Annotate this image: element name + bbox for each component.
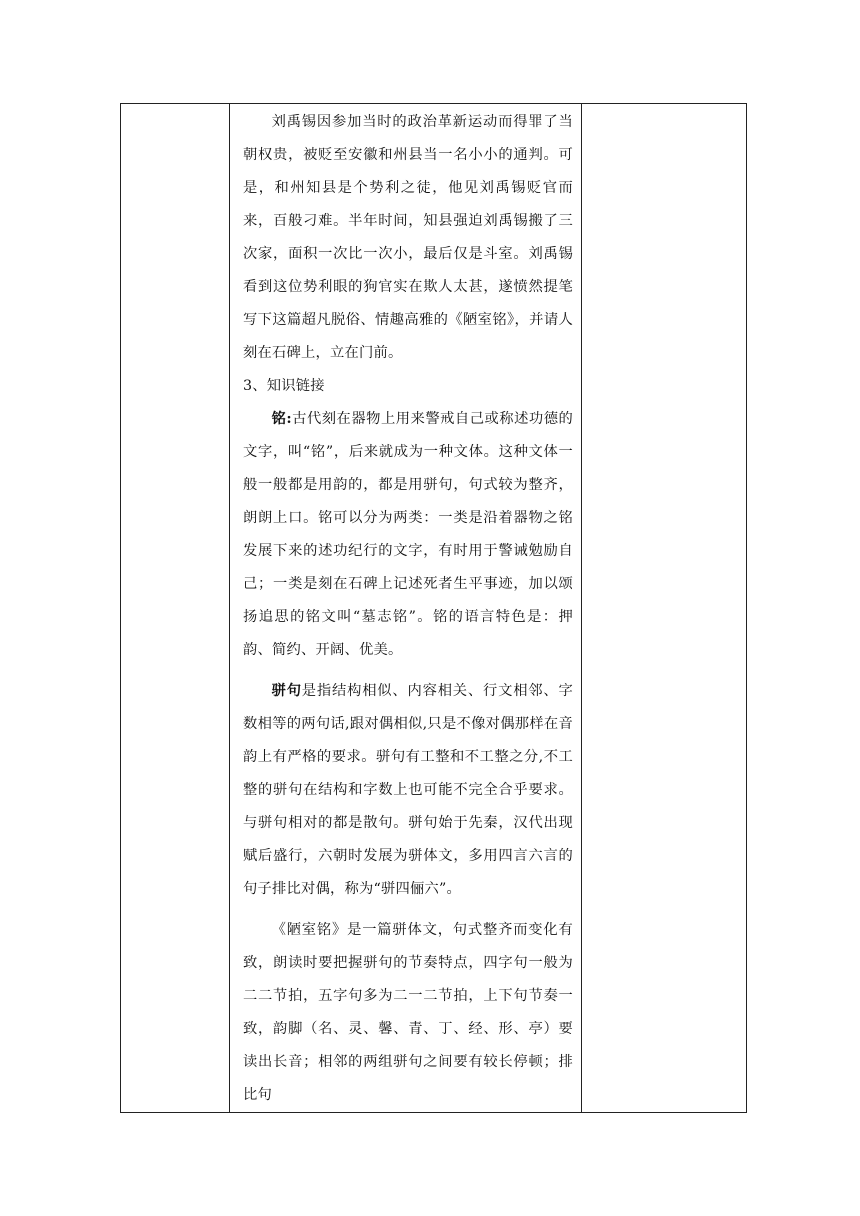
paragraph-ming-text: 古代刻在器物上用来警戒自己或称述功德的文字，叫“铭”，后来就成为一种文体。这种文体一般一般都是用韵的，都是用骈句，句式较为整齐，朗朗上口。铭可以分为两类：一类是沿着器物之铭发展下来的述功纪行的文字，有时用于警诫勉励自己；一类是刻在石碑上记述死者生平事迹，加以颂扬追思的铭文叫“墓志铭”。铭的语言特色是：押韵、简约、开阔、优美。 <box>243 411 573 658</box>
term-ming: 铭: <box>271 411 292 427</box>
paragraph-background-text: 刘禹锡因参加当时的政治革新运动而得罪了当朝权贵，被贬至安徽和州县当一名小小的通判。可是，和州知县是个势利之徒，他见刘禹锡贬官而来，百般刁难。半年时间，知县强迫刘禹锡搬了三次家，面积一次比一次小，最后仅是斗室。刘禹锡看到这位势利眼的狗官实在欺人太甚，遂愤然提笔写下这篇超凡脱俗、情趣高雅的《陋室铭》，并请人刻在石碑上，立在门前。 <box>243 114 573 361</box>
paragraph-ming <box>243 403 573 667</box>
paragraph-pianju-text: 是指结构相似、内容相关、行文相邻、字数相等的两句话,跟对偶相似,只是不像对偶那样在音韵上有严格的要求。骈句有工整和不工整之分,不工整的骈句在结构和字数上也可能不完全合乎要求。与骈句相对的都是散句。骈句始于先秦，汉代出现赋后盛行，六朝时发展为骈体文，多用四言六言的句子排比对偶，称为“骈四俪六”。 <box>243 683 573 897</box>
paragraph-reading-text: 《陋室铭》是一篇骈体文，句式整齐而变化有致，朗读时要把握骈句的节奏特点，四字句一般为二二节拍，五字句多为二一二节拍，上下句节奏一致，韵脚（名、灵、馨、青、丁、经、形、亭）要读出长音；相邻的两组骈句之间要有较长停顿；排比句 <box>243 922 573 1103</box>
content-cell <box>230 104 582 1113</box>
paragraph-reading <box>243 914 573 1112</box>
document-table <box>120 103 747 1113</box>
section-heading: 3、知识链接 <box>243 378 325 394</box>
table-row <box>121 104 747 1113</box>
term-pianju: 骈句 <box>271 683 302 699</box>
left-column-cell <box>121 104 230 1113</box>
right-column-cell <box>582 104 747 1113</box>
paragraph-background <box>243 106 573 370</box>
paragraph-pianju <box>243 675 573 906</box>
content-body <box>230 104 581 1112</box>
